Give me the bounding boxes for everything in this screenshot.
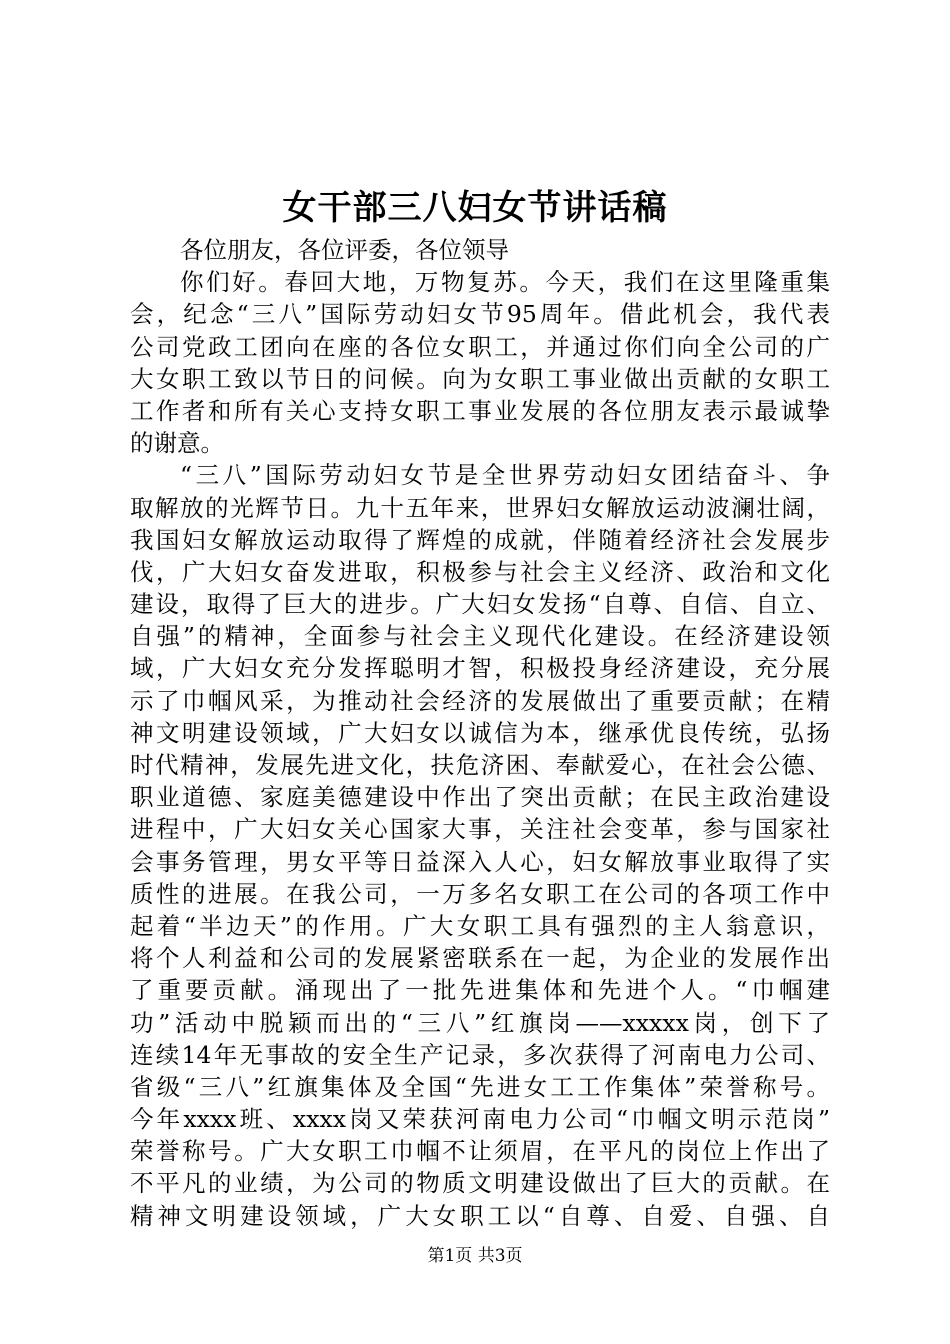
text-line: 质性的进展。在我公司，一万多名女职工在公司的各项工作中 xyxy=(130,879,830,908)
text-line: 域，广大妇女充分发挥聪明才智，积极投身经济建设，充分展 xyxy=(130,654,830,683)
text-line: 了重要贡献。涌现出了一批先进集体和先进个人。“巾帼建 xyxy=(130,976,830,1005)
text-line: 公司党政工团向在座的各位女职工，并通过你们向全公司的广 xyxy=(130,332,830,361)
text-line: 建设，取得了巨大的进步。广大妇女发扬“自尊、自信、自立、 xyxy=(130,590,830,619)
text-line: 取解放的光辉节日。九十五年来，世界妇女解放运动波澜壮阔， xyxy=(130,493,830,522)
text-line: 不平凡的业绩，为公司的物质文明建设做出了巨大的贡献。在 xyxy=(130,1169,830,1198)
text-line: 大女职工致以节日的问候。向为女职工事业做出贡献的女职工 xyxy=(130,364,830,393)
document-body xyxy=(130,234,830,1232)
text-line: 荣誉称号。广大女职工巾帼不让须眉，在平凡的岗位上作出了 xyxy=(130,1137,830,1166)
text-line: 工作者和所有关心支持女职工事业发展的各位朋友表示最诚挚 xyxy=(130,396,830,425)
text-line: 你们好。春回大地，万物复苏。今天，我们在这里隆重集 xyxy=(180,268,830,297)
text-line: 连续14年无事故的安全生产记录，多次获得了河南电力公司、 xyxy=(130,1040,830,1069)
text-line: 省级“三八”红旗集体及全国“先进女工工作集体”荣誉称号。 xyxy=(130,1072,830,1101)
text-line: 我国妇女解放运动取得了辉煌的成就，伴随着经济社会发展步 xyxy=(130,525,830,554)
text-line: 神文明建设领域，广大妇女以诚信为本，继承优良传统，弘扬 xyxy=(130,718,830,747)
text-line: 精神文明建设领域，广大女职工以“自尊、自爱、自强、自 xyxy=(130,1201,830,1230)
text-line: 起着“半边天”的作用。广大女职工具有强烈的主人翁意识， xyxy=(130,911,830,940)
text-line: 会，纪念“三八”国际劳动妇女节95周年。借此机会，我代表 xyxy=(130,300,830,329)
page-number-footer: 第1页 共3页 xyxy=(427,1246,523,1266)
text-line: 进程中，广大妇女关心国家大事，关注社会变革，参与国家社 xyxy=(130,815,830,844)
text-line: 会事务管理，男女平等日益深入人心，妇女解放事业取得了实 xyxy=(130,847,830,876)
text-line: 伐，广大妇女奋发进取，积极参与社会主义经济、政治和文化 xyxy=(130,557,830,586)
text-line: 职业道德、家庭美德建设中作出了突出贡献；在民主政治建设 xyxy=(130,783,830,812)
text-line: 各位朋友，各位评委，各位领导 xyxy=(180,236,509,264)
text-line: 的谢意。 xyxy=(130,429,224,458)
text-line: 将个人利益和公司的发展紧密联系在一起，为企业的发展作出 xyxy=(130,944,830,973)
document-title: 女干部三八妇女节讲话稿 xyxy=(282,188,668,228)
text-line: “三八”国际劳动妇女节是全世界劳动妇女团结奋斗、争 xyxy=(180,461,830,490)
text-line: 自强”的精神，全面参与社会主义现代化建设。在经济建设领 xyxy=(130,622,830,651)
text-line: 今年xxxx班、xxxx岗又荣获河南电力公司“巾帼文明示范岗” xyxy=(130,1105,830,1134)
text-line: 时代精神，发展先进文化，扶危济困、奉献爱心，在社会公德、 xyxy=(130,751,830,779)
text-line: 功”活动中脱颖而出的“三八”红旗岗——xxxxx岗，创下了 xyxy=(130,1008,830,1037)
text-line: 示了巾帼风采，为推动社会经济的发展做出了重要贡献；在精 xyxy=(130,686,830,715)
